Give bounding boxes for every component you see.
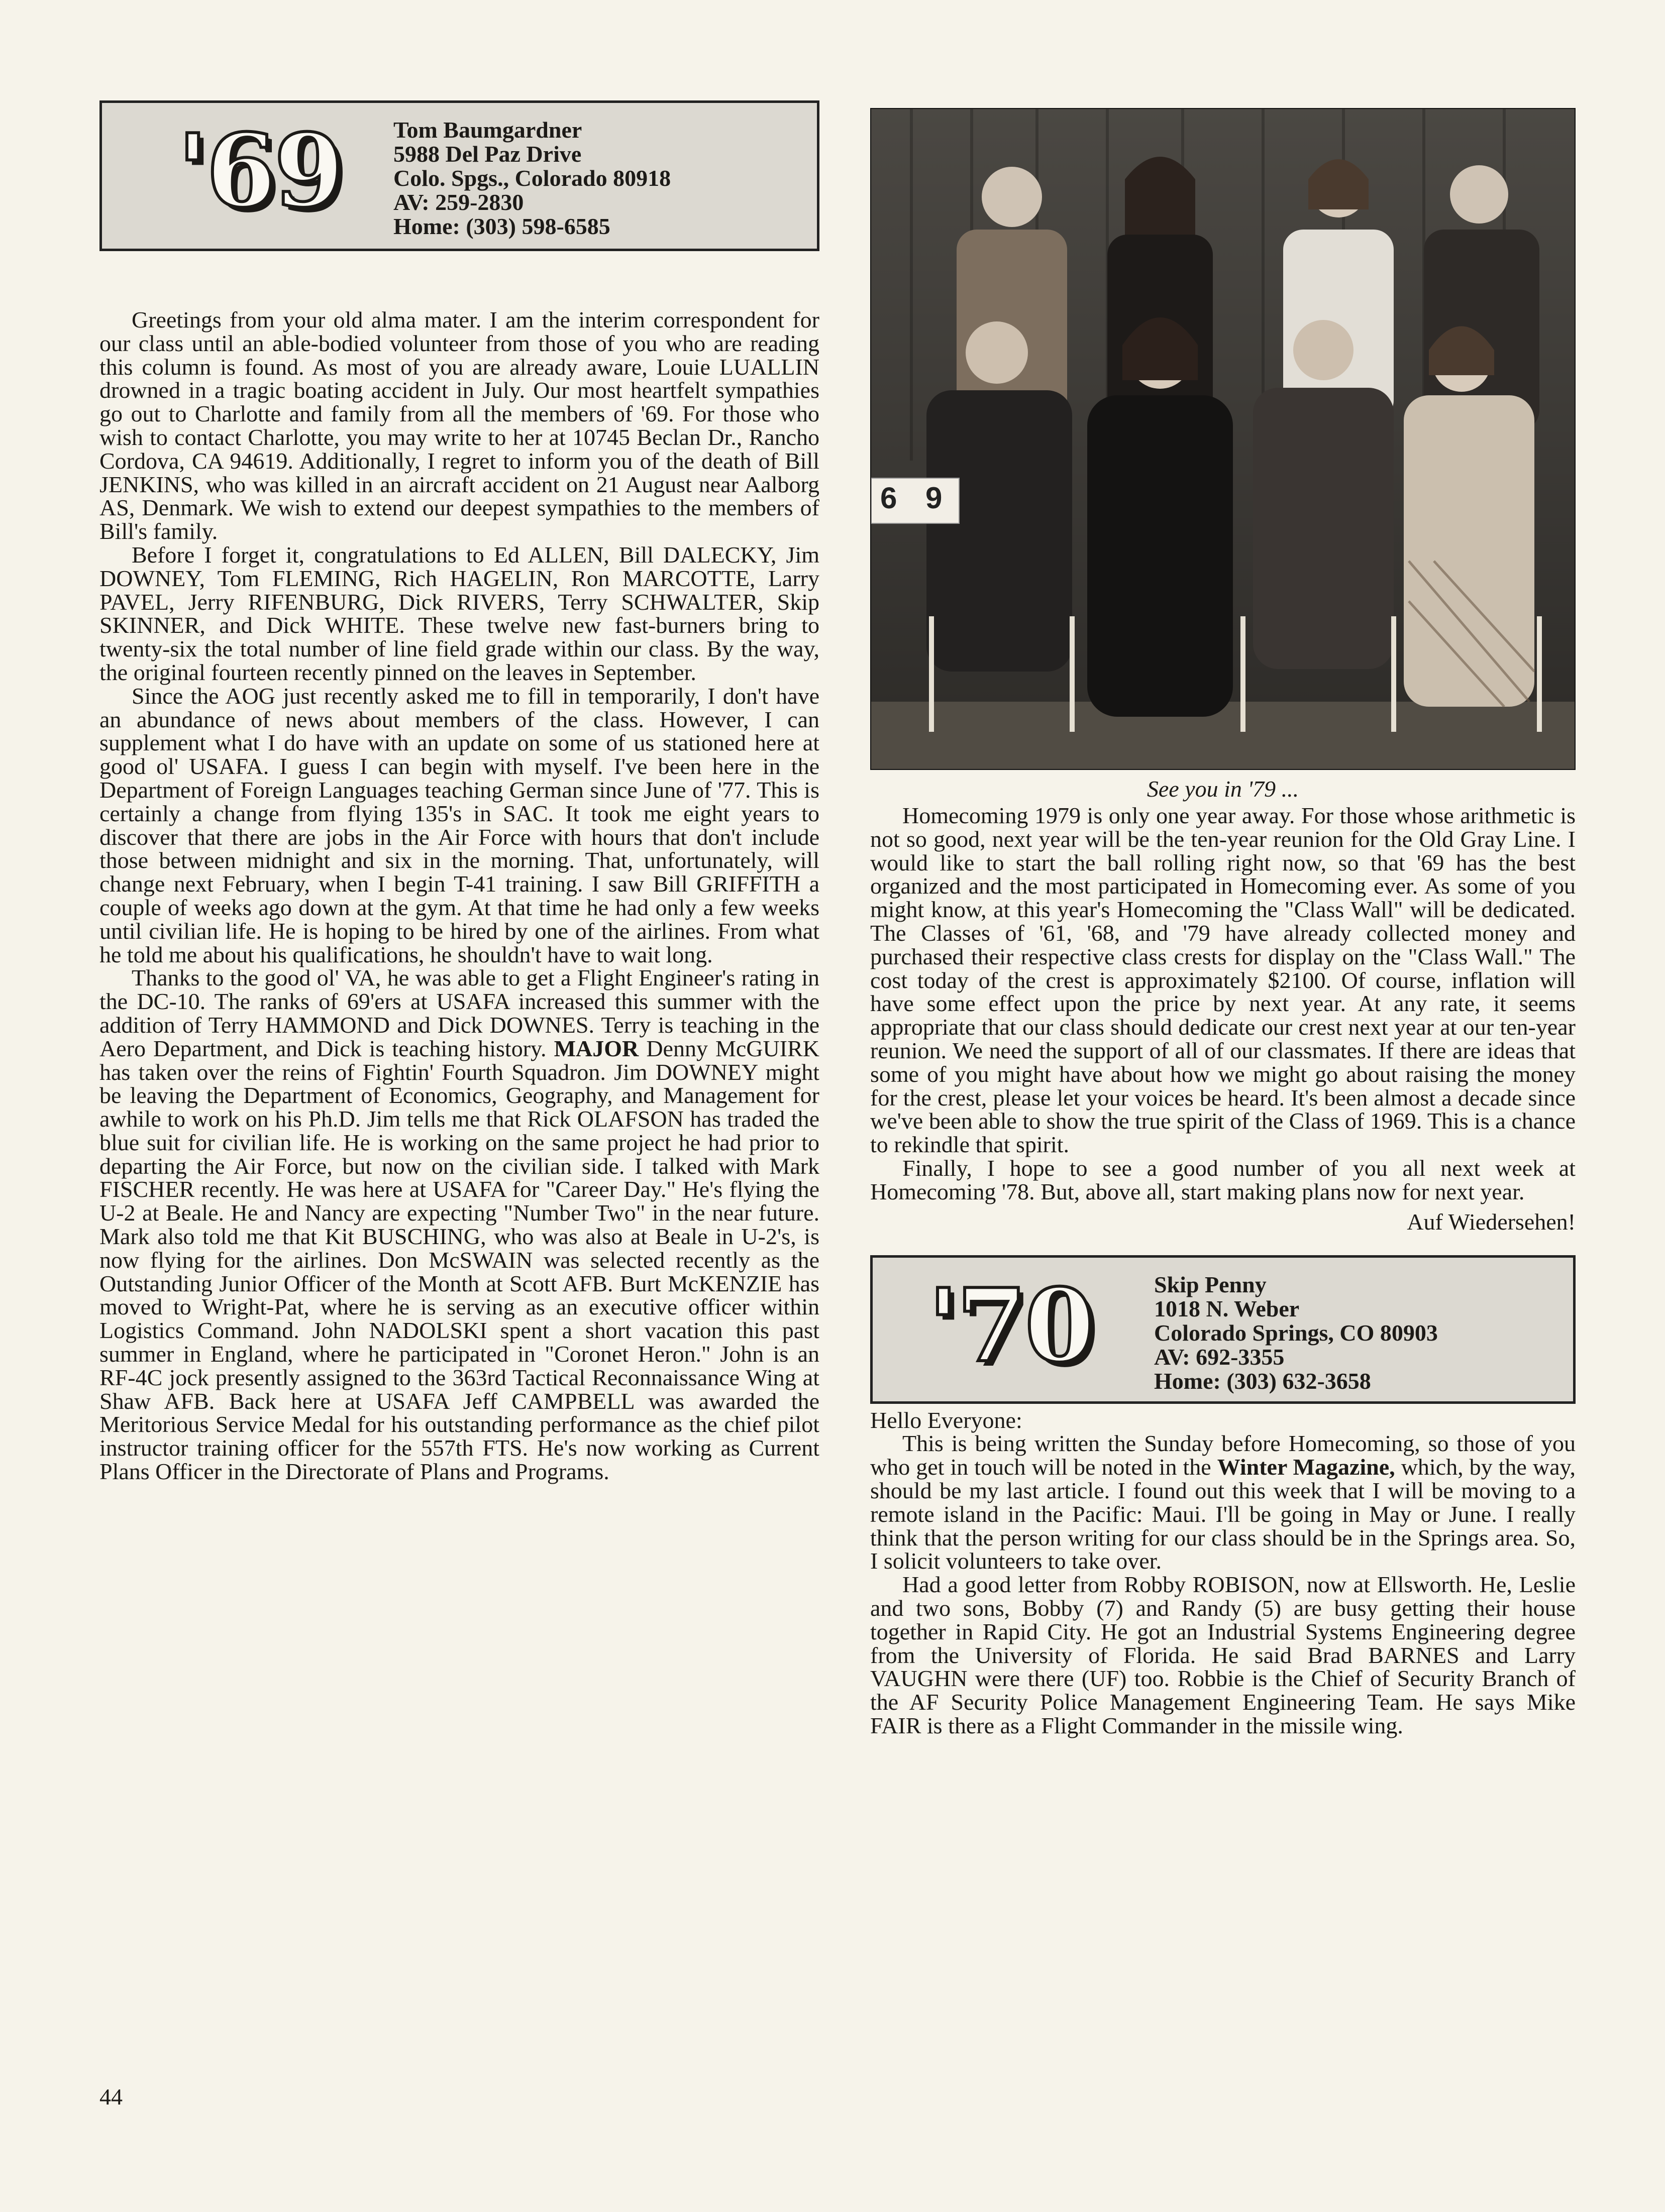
class-69-correspondent-name: Tom Baumgardner — [393, 117, 582, 143]
class-70-address — [1154, 1273, 1438, 1393]
class-69-paragraph: Homecoming 1979 is only one year away. For those whose arithmetic is not so good, next year will be the ten-year reunion for the Old Gray Line. I would like to start the ball rolling right now, so that '69 has the best organized and the most participated in Homecoming ever. As some of you might know, at this year's Homecoming the "Class Wall" will be dedicated. The Classes of '61, '68, and '79 have already collected money and purchased their respective class crests for display on the "Class Wall." The cost today of the crest is approximately $2100. Of course, inflation will have some effect upon the price by next year. At any rate, it seems appropriate that our class should dedicate our crest next year at our ten-year reunion. We need the support of all of our classmates. If there are ideas that some of you might have about how we might go about raising the money for the crest, please let your voices be heard. It's been almost a decade since we've been able to show the true spirit of the Class of 1969. This is a chance to rekindle that spirit. — [870, 803, 1576, 1158]
class-69-street: 5988 Del Paz Drive — [393, 141, 582, 167]
class-69-header-box — [99, 100, 819, 251]
class-69-signoff: Auf Wiedersehen! — [1407, 1208, 1576, 1235]
class-70-paragraph: Had a good letter from Robby ROBISON, now at Ellsworth. He, Leslie and two sons, Bobby (7) and Randy (5) are busy getting their house together in Rapid City. He got an Industrial Systems Engineering degree from the University of Florida. He said Brad BARNES and Larry VAUGHN were there (UF) too. Robbie is the Chief of Security Branch of the AF Security Police Management Engineering Team. He says Mike FAIR is there as a Flight Commander in the missile wing. — [870, 1572, 1576, 1738]
class-70-greeting: Hello Everyone: — [870, 1407, 1022, 1433]
class-69-city: Colo. Spgs., Colorado 80918 — [393, 165, 671, 191]
class-70-column-text — [870, 1409, 1576, 1738]
class-70-correspondent-name: Skip Penny — [1154, 1271, 1267, 1297]
class-69-continuation-text — [870, 804, 1576, 1204]
class-69-paragraph: Since the AOG just recently asked me to fill in temporarily, I don't have an abundance of news about members of the class. However, I can supplement what I do have with an update on some of us stationed here at good ol' USAFA. I guess I can begin with myself. I've been here in the Department of Foreign Languages teaching German since June of '77. This is certainly a change from flying 135's in SAC. It took me eight years to discover that there are jobs in the Air Force with hours that don't include those between midnight and six in the morning. That, unfortunately, will change next February, when I begin T-41 training. I saw Bill GRIFFITH a couple of weeks ago down at the gym. At that time he had only a few weeks until civilian life. He is hoping to be hired by one of the airlines. From what he told me about his qualifications, he shouldn't have to wait long. — [99, 683, 819, 967]
class-70-header-box — [870, 1255, 1576, 1404]
class-69-paragraph: Greetings from your old alma mater. I am the interim correspondent for our class until an able-bodied volunteer from those of you who are reading this column is found. As most of you are already aware, Louie LUALLIN drowned in a tragic boating accident in July. Our most heartfelt sympathies go out to Charlotte and family from all the members of '69. For those who wish to contact Charlotte, you may write to her at 10745 Beclan Dr., Rancho Cordova, CA 94619. Additionally, I regret to inform you of the death of Bill JENKINS, who was killed in an aircraft accident on 21 August near Aalborg AS, Denmark. We wish to extend our deepest sympathies to the members of Bill's family. — [99, 307, 819, 544]
class-69-av-phone: AV: 259-2830 — [393, 189, 524, 215]
class-70-street: 1018 N. Weber — [1154, 1295, 1300, 1321]
left-column — [99, 100, 819, 1484]
class-70-paragraph-text: which, by the way, should be my last article. I found out this week that I will be moving to a remote island in the Pacific: Maui. I'll be going in May or June. I really think that the person writing for our class should be in the Springs area. So, I solicit volunteers to take over. — [870, 1454, 1576, 1574]
class-70-home-phone: Home: (303) 632-3658 — [1154, 1368, 1371, 1394]
page-number: 44 — [99, 2084, 123, 2110]
class-69-photo-sign: 6 9 — [880, 481, 953, 515]
class-69-home-phone: Home: (303) 598-6585 — [393, 213, 610, 239]
class-69-year-mark: '69 — [177, 112, 342, 230]
class-69-column-text — [99, 308, 819, 1484]
photo-caption: See you in '79 ... — [1147, 776, 1299, 802]
right-column — [870, 108, 1576, 1738]
class-69-paragraph-text: Thanks to the good ol' VA, he was able to get a Flight Engineer's rating in the DC-10. The ranks of 69'ers at USAFA increased this summer with the addition of Terry HAMMOND and Dick DOWNES. Terry is teaching in the Aero Department, and Dick is teaching history. — [99, 965, 819, 1061]
class-69-paragraph — [99, 966, 819, 1484]
class-69-paragraph: Before I forget it, congratulations to Ed ALLEN, Bill DALECKY, Jim DOWNEY, Tom FLEMING, Rich HAGELIN, Ron MARCOTTE, Larry PAVEL, Jerry RIFENBURG, Dick RIVERS, Terry SCHWALTER, Skip SKINNER, and Dick WHITE. These twelve new fast-burners bring to twenty-six the total number of line field grade within our class. By the way, the original fourteen recently pinned on the leaves in September. — [99, 541, 819, 685]
major-bold-text: MAJOR — [554, 1035, 639, 1061]
winter-magazine-bold-text: Winter Magazine, — [1217, 1454, 1395, 1480]
class-70-paragraph — [870, 1432, 1576, 1573]
class-70-city: Colorado Springs, CO 80903 — [1154, 1319, 1438, 1346]
class-70-paragraph-text: This is being written the Sunday before Homecoming, so those of you who get in touch will be noted in the — [870, 1430, 1576, 1480]
class-69-address — [393, 118, 671, 239]
class-69-paragraph: Finally, I hope to see a good number of you all next week at Homecoming '78. But, above all, start making plans now for next year. — [870, 1155, 1576, 1204]
class-69-paragraph-text: Denny McGUIRK has taken over the reins of Fightin' Fourth Squadron. Jim DOWNEY might be leaving the Department of Economics, Geography, and Management for awhile to work on his Ph.D. Jim tells me that Rick OLAFSON has traded the blue suit for civilian life. He is working on the same project he had prior to departing the Air Force, but now on the civilian side. I talked with Mark FISCHER recently. He was here at USAFA for "Career Day." He's flying the U-2 at Beale. He and Nancy are expecting "Number Two" in the near future. Mark also told me that Kit BUSCHING, who was also at Beale in U-2's, is now flying for the airlines. Don McSWAIN was selected recently as the Outstanding Junior Officer of the Month at Scott AFB. Burt McKENZIE has moved to Wright-Pat, where he is serving as an executive officer within Logistics Command. John NADOLSKI spent a short vacation this past summer in England, where he participated in "Coronet Heron." John is an RF-4C jock presently assigned to the 363rd Tactical Reconnaissance Wing at Shaw AFB. Back here at USAFA Jeff CAMPBELL was awarded the Meritorious Service Medal for his outstanding performance as the chief pilot instructor training officer for the 557th FTS. He's now working as Current Plans Officer in the Directorate of Plans and Programs. — [99, 1035, 819, 1485]
class-70-year-mark: '70 — [928, 1266, 1093, 1385]
class-photo-image — [871, 109, 1575, 769]
class-70-av-phone: AV: 692-3355 — [1154, 1344, 1285, 1370]
class-photo — [870, 108, 1576, 770]
